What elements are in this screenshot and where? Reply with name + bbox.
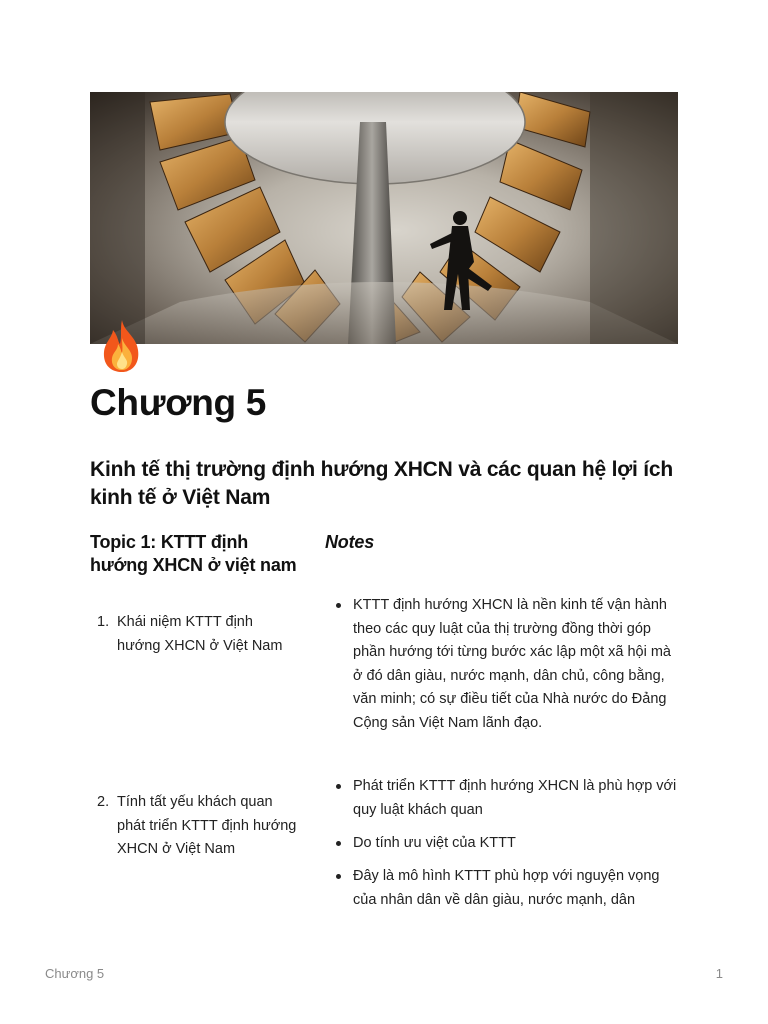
bullet-icon xyxy=(336,874,341,879)
footer-chapter: Chương 5 xyxy=(45,966,105,981)
note-text: KTTT định hướng XHCN là nền kinh tế vận hành theo các quy luật của thị trường đồng thời góp phần hướng tới từng bước xác lập một xã hội mà ở đó dân giàu, nước mạnh, dân chủ, công bằng, văn minh; có sự điều tiết của Nhà nước do Đảng Cộng sản Việt Nam lãnh đạo. xyxy=(353,597,671,731)
list-item-text: Khái niệm KTTT định hướng XHCN ở Việt Nam xyxy=(117,614,283,654)
note-text: Đây là mô hình KTTT phù hợp với nguyện vọng của nhân dân về dân giàu, nước mạnh, dân xyxy=(353,868,660,908)
topic-heading: Topic 1: KTTT định hướng XHCN ở việt nam xyxy=(90,532,297,575)
cover-image xyxy=(90,92,678,344)
note-bullet xyxy=(325,832,680,856)
fire-icon[interactable] xyxy=(96,318,148,374)
bullet-icon xyxy=(336,784,341,789)
note-bullet xyxy=(325,865,680,912)
list-item-text: Tính tất yếu khách quan phát triển KTTT định hướng XHCN ở Việt Nam xyxy=(117,794,297,857)
note-text: Phát triển KTTT định hướng XHCN là phù hợp với quy luật khách quan xyxy=(353,778,677,818)
list-number: 2. xyxy=(97,794,110,810)
topic-list-item xyxy=(90,791,300,862)
note-bullet xyxy=(325,594,680,735)
notes-column xyxy=(325,531,680,908)
note-text: Do tính ưu việt của KTTT xyxy=(353,835,516,851)
topic-list-item xyxy=(90,611,300,658)
list-number: 1. xyxy=(97,614,110,630)
topic-column xyxy=(90,531,300,857)
page-title: Chương 5 xyxy=(90,382,267,423)
bullet-icon xyxy=(336,603,341,608)
note-bullet xyxy=(325,775,680,822)
page-subtitle: Kinh tế thị trường định hướng XHCN và các quan hệ lợi ích kinh tế ở Việt Nam xyxy=(90,458,673,509)
page-number: 1 xyxy=(715,966,723,981)
notes-heading: Notes xyxy=(325,532,375,552)
bullet-icon xyxy=(336,841,341,846)
